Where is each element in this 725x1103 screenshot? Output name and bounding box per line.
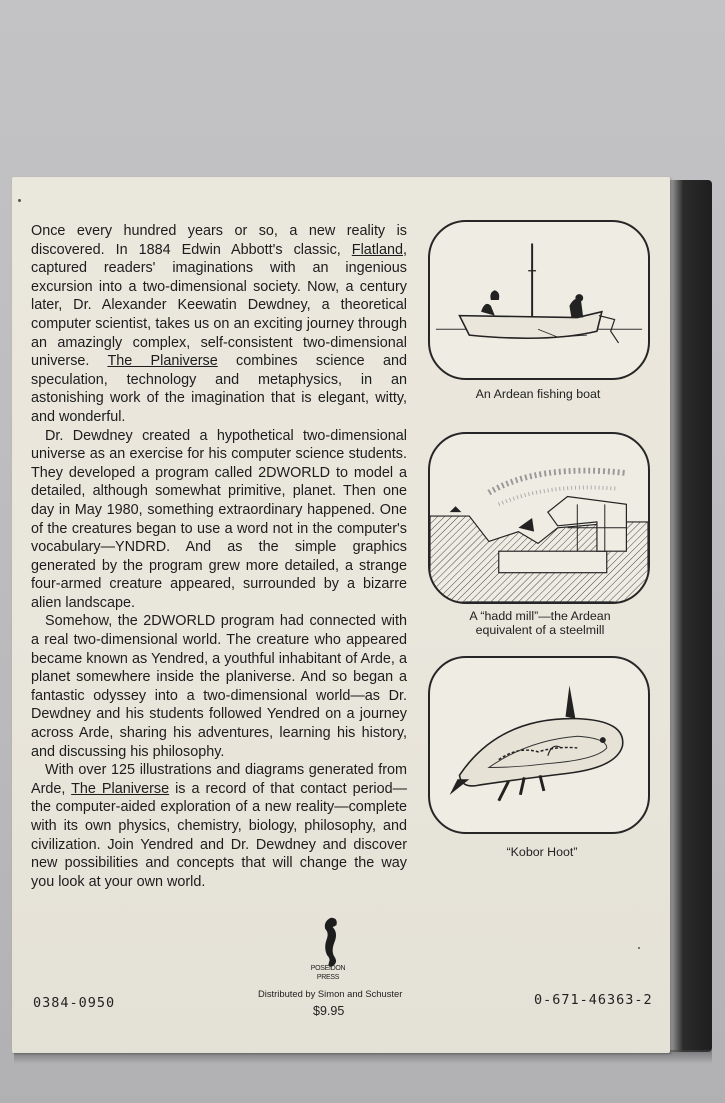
kobor-caption: “Kobor Hoot”	[506, 845, 578, 859]
isbn-code: 0-671-46363-2	[534, 992, 653, 1008]
hadd-mill-illustration	[428, 432, 650, 604]
dust-speck	[18, 199, 21, 202]
book-title-flatland: Flatland	[351, 241, 403, 258]
book-title-planiverse: The Planiverse	[71, 780, 170, 797]
boat-caption: An Ardean fishing boat	[475, 387, 601, 401]
mill-caption-line-1: A “hadd mill”—the Ardean	[469, 609, 611, 623]
distribution-note: Distributed by Simon and Schuster	[258, 988, 403, 999]
catalog-code: 0384-0950	[33, 995, 116, 1011]
blurb-paragraph-2: Dr. Dewdney created a hypothetical two-dimensional universe as an exercise for his computer science students. They developed a program called 2DWORLD to model a detailed, although somewhat primitive, planet. Then one day in May 1980, something extraordinary happened. One of the creatures began to use a word not in the computer's vocabulary—YNDRD. And as the simple graphics generated by the program grew more detailed, a strange four-armed creature appeared, surrounded by a bizarre alien landscape.	[31, 427, 407, 611]
dust-speck	[638, 947, 640, 949]
fishing-boat-illustration	[428, 220, 650, 380]
blurb-paragraph-4: With over 125 illustrations and diagrams generated from Arde, The Planiverse is a record of that contact period—the computer-aided exploration of a new reality—complete with its own physics, chemistry, biology, philosophy, and civilization. Join Yendred and Dr. Dewdney and discover new possibilities and concepts that will change the way you look at your own world.	[31, 762, 407, 890]
blurb-paragraph-3: Somehow, the 2DWORLD program had connected with a real two-dimensional world. The creature who appeared became known as Yendred, a youthful inhabitant of Arde, a planet somewhere inside the planiverse. And so began a fantastic odyssey into a two-dimensional world—as Dr. Dewdney and his students followed Yendred on a journey across Arde, sharing his adventures, learning his history, and discussing his philosophy.	[31, 613, 407, 760]
book-spine	[664, 180, 712, 1052]
book-title-planiverse: The Planiverse	[107, 353, 218, 370]
mill-caption-line-2: equivalent of a steelmill	[475, 623, 605, 637]
kobor-hoot-illustration	[428, 656, 650, 834]
logo-text-poseidon: POSEIDON	[310, 965, 346, 972]
logo-text-press: PRESS	[316, 974, 340, 981]
price: $9.95	[313, 1004, 345, 1018]
cover-blurb	[31, 222, 407, 891]
blurb-paragraph-1: Once every hundred years or so, a new reality is discovered. In 1884 Edwin Abbott's classic, Flatland, captured readers' imaginations with an ingenious excursion into a two-dimensional society. Now, a century later, Dr. Alexander Keewatin Dewdney, a theoretical computer scientist, takes us on an exciting journey through an amazingly complex, self-consistent two-dimensional universe. The Planiverse combines science and speculation, technology and metaphysics, in an astonishing work of the imagination that is elegant, witty, and wonderful.	[31, 223, 407, 425]
